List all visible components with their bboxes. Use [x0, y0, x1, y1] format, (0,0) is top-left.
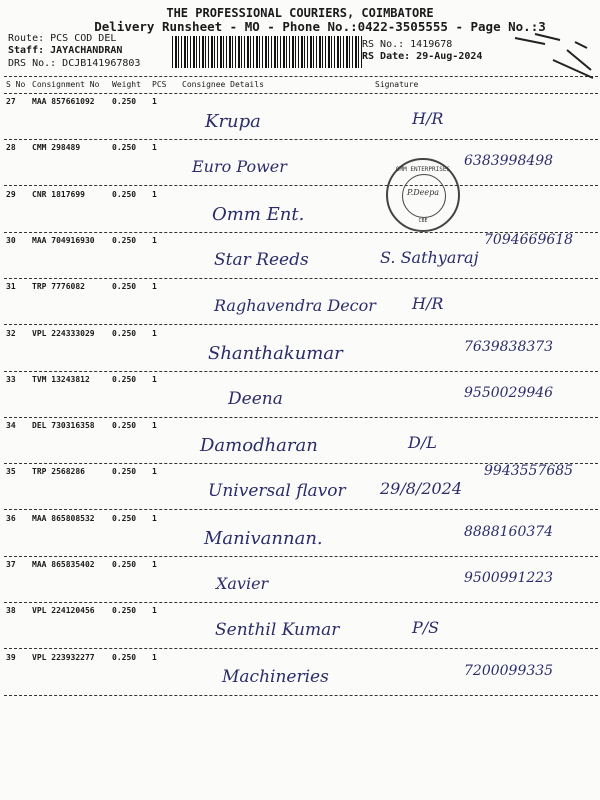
- table-row: [4, 141, 598, 186]
- row-weight: 0.250: [112, 652, 137, 662]
- row-consignee-handwritten: Star Reeds: [214, 249, 309, 270]
- row-consignment-no: CMM 298489: [32, 143, 81, 153]
- row-sno: 38: [6, 606, 16, 616]
- row-pcs: 1: [152, 328, 157, 338]
- row-weight: 0.250: [112, 282, 137, 292]
- table-row: [4, 651, 598, 696]
- table-row: [4, 327, 598, 372]
- row-pcs: 1: [152, 97, 157, 106]
- row-consignee-handwritten: Damodharan: [200, 435, 318, 457]
- row-pcs: 1: [152, 421, 157, 431]
- row-weight: 0.250: [112, 467, 137, 477]
- row-divider: [4, 695, 598, 696]
- row-sno: 27: [6, 97, 16, 106]
- row-consignee-handwritten: Krupa: [205, 111, 261, 132]
- row-weight: 0.250: [112, 374, 137, 384]
- row-sno: 29: [6, 189, 16, 199]
- row-divider: [4, 185, 598, 186]
- row-consignee-handwritten: Raghavendra Decor: [214, 296, 376, 316]
- row-consignment-no: CNR 1817699: [32, 189, 85, 199]
- row-consignee-handwritten: Universal flavor: [208, 481, 346, 502]
- col-signature-header: Signature: [375, 80, 419, 89]
- row-weight: 0.250: [112, 235, 137, 245]
- row-phone-handwritten: 9500991223: [464, 570, 554, 586]
- row-consignee-handwritten: Manivannan.: [204, 527, 323, 549]
- row-sno: 28: [6, 143, 16, 153]
- runsheet-subtitle: Delivery Runsheet - MO - Phone No.:0422-3505555 - Page No.:3: [94, 19, 546, 34]
- row-consignment-no: TVM 13243812: [32, 374, 90, 384]
- row-consignee-handwritten: Euro Power: [192, 157, 287, 177]
- col-pcs-header: PCS: [152, 80, 167, 89]
- company-stamp: [386, 158, 460, 232]
- row-signature: H/R: [412, 294, 444, 314]
- row-pcs: 1: [152, 235, 157, 245]
- row-consignment-no: MAA 865835402: [32, 560, 95, 569]
- row-pcs: 1: [152, 652, 157, 662]
- row-weight: 0.250: [112, 189, 137, 199]
- row-divider: [4, 648, 598, 649]
- row-consignment-no: MAA 857661092: [32, 97, 95, 106]
- barcode: [172, 36, 362, 68]
- row-pcs: 1: [152, 374, 157, 384]
- row-divider: [4, 324, 598, 325]
- table-row: [4, 95, 598, 140]
- header-rule-bottom: [4, 93, 598, 94]
- row-weight: 0.250: [112, 421, 137, 431]
- row-sno: 39: [6, 652, 16, 662]
- row-pcs: 1: [152, 560, 157, 569]
- table-row: [4, 280, 598, 325]
- row-consignment-no: DEL 730316358: [32, 421, 95, 431]
- row-weight: 0.250: [112, 560, 137, 569]
- row-divider: [4, 556, 598, 557]
- scan-marks: [505, 30, 595, 90]
- row-pcs: 1: [152, 282, 157, 292]
- table-row: [4, 558, 598, 603]
- row-sno: 35: [6, 467, 16, 477]
- row-consignee-handwritten: Shanthakumar: [208, 342, 343, 364]
- row-weight: 0.250: [112, 606, 137, 616]
- row-sno: 36: [6, 513, 16, 523]
- rs-number: RS No.: 1419678: [362, 39, 453, 50]
- col-sno-header: S No: [6, 80, 26, 89]
- table-row: [4, 419, 598, 464]
- col-weight-header: Weight: [112, 80, 141, 89]
- row-consignee-handwritten: Senthil Kumar: [215, 620, 340, 641]
- drs-number: DRS No.: DCJB141967803: [8, 58, 141, 69]
- row-sno: 32: [6, 328, 16, 338]
- row-pcs: 1: [152, 143, 157, 153]
- table-row: [4, 512, 598, 557]
- row-signature: 29/8/2024: [380, 479, 463, 499]
- row-signature: D/L: [408, 433, 437, 453]
- row-phone-handwritten: 7094669618: [484, 231, 574, 248]
- row-weight: 0.250: [112, 143, 137, 153]
- row-consignee-handwritten: Machineries: [222, 666, 329, 687]
- stamp-city: CBE: [418, 218, 428, 224]
- row-phone-handwritten: 9943557685: [484, 463, 574, 480]
- row-pcs: 1: [152, 513, 157, 523]
- row-signature: P/S: [412, 618, 440, 638]
- row-phone-handwritten: 9550029946: [464, 384, 554, 401]
- row-phone-handwritten: 7200099335: [464, 662, 554, 679]
- row-consignment-no: VPL 224120456: [32, 606, 95, 616]
- row-consignee-handwritten: Omm Ent.: [212, 203, 305, 225]
- row-sno: 30: [6, 235, 16, 245]
- row-divider: [4, 509, 598, 510]
- row-sno: 31: [6, 282, 16, 292]
- row-sno: 34: [6, 421, 16, 431]
- row-divider: [4, 278, 598, 279]
- row-divider: [4, 417, 598, 418]
- row-pcs: 1: [152, 606, 157, 616]
- table-row: [4, 373, 598, 418]
- row-consignee-handwritten: Deena: [228, 388, 283, 409]
- rs-date: RS Date: 29-Aug-2024: [362, 51, 483, 62]
- staff-label: Staff: JAYACHANDRAN: [8, 45, 123, 56]
- row-divider: [4, 602, 598, 603]
- row-pcs: 1: [152, 189, 157, 199]
- row-divider: [4, 139, 598, 140]
- company-title: THE PROFESSIONAL COURIERS, COIMBATORE: [166, 6, 434, 20]
- stamp-signature: P.Deepa: [406, 188, 440, 197]
- header-rule-top: [4, 76, 598, 77]
- row-consignment-no: TRP 7776082: [32, 282, 85, 292]
- row-sno: 37: [6, 560, 16, 569]
- row-consignment-no: MAA 704916930: [32, 235, 95, 245]
- row-divider: [4, 371, 598, 372]
- table-row: [4, 465, 598, 510]
- row-consignment-no: MAA 865808532: [32, 513, 95, 523]
- row-signature: H/R: [412, 109, 444, 128]
- row-consignee-handwritten: Xavier: [216, 574, 269, 593]
- row-phone-handwritten: 7639838373: [464, 338, 554, 355]
- row-weight: 0.250: [112, 328, 137, 338]
- row-phone-handwritten: 8888160374: [464, 523, 554, 540]
- row-consignment-no: TRP 2568286: [32, 467, 85, 477]
- table-row: [4, 604, 598, 649]
- stamp-top-text: OMM ENTERPRISES: [395, 166, 451, 173]
- row-weight: 0.250: [112, 97, 137, 106]
- row-consignment-no: VPL 224333029: [32, 328, 95, 338]
- row-consignment-no: VPL 223932277: [32, 652, 95, 662]
- col-details-header: Consignee Details: [182, 80, 264, 89]
- table-row: [4, 231, 598, 279]
- row-weight: 0.250: [112, 513, 137, 523]
- table-row: [4, 188, 598, 233]
- row-phone-handwritten: 6383998498: [464, 153, 554, 170]
- route-label: Route: PCS COD DEL: [8, 33, 117, 44]
- row-pcs: 1: [152, 467, 157, 477]
- col-consignment-header: Consignment No: [32, 80, 100, 89]
- row-sno: 33: [6, 374, 16, 384]
- row-signature: S. Sathyaraj: [380, 247, 479, 267]
